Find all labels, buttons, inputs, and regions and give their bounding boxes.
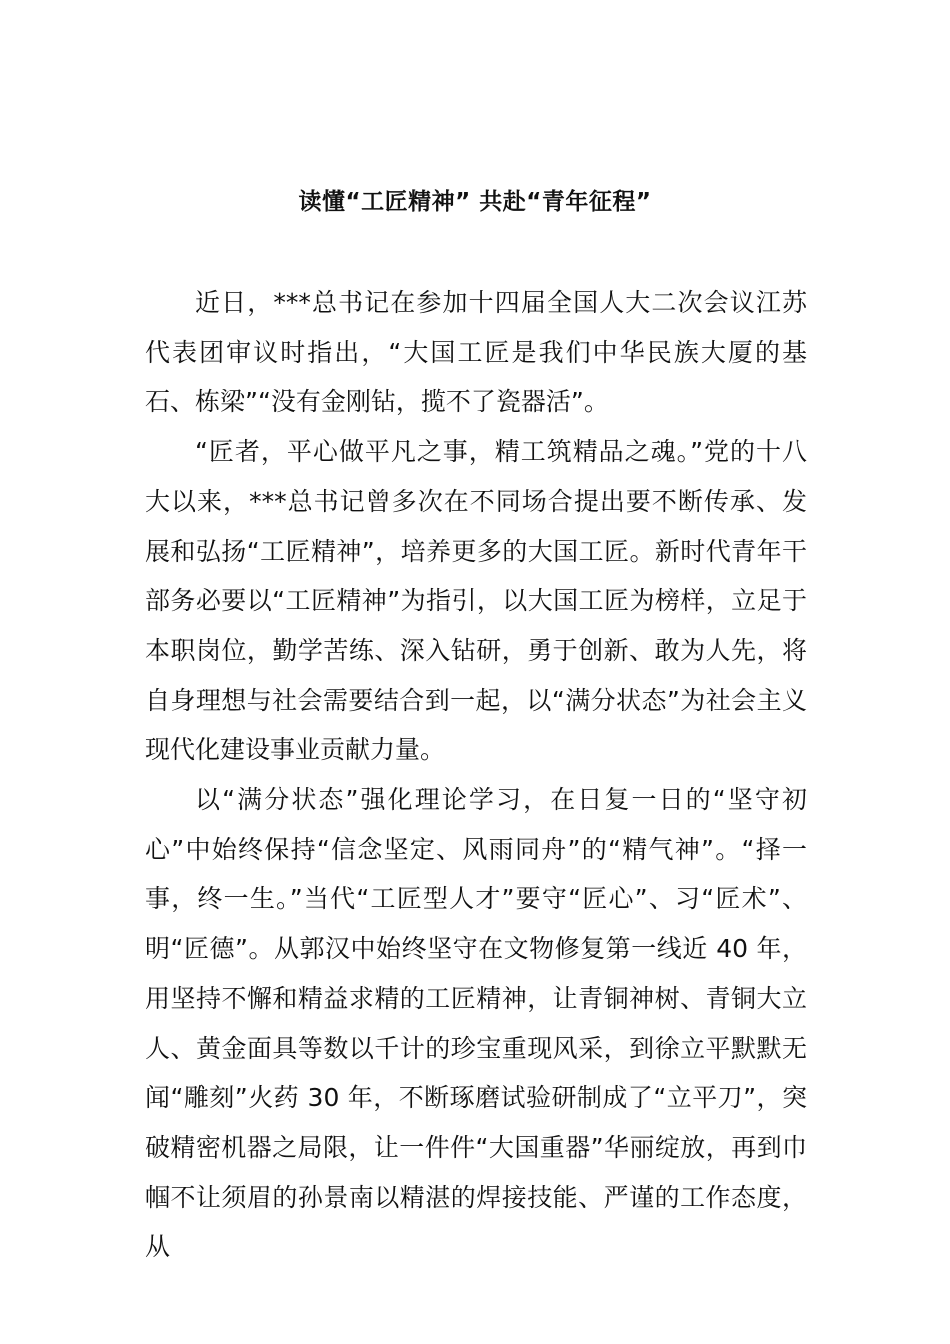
document-body bbox=[145, 278, 807, 1272]
paragraph-2: “匠者，平心做平凡之事，精工筑精品之魂。”党的十八大以来，***总书记曾多次在不同场合提出要不断传承、发展和弘扬“工匠精神”，培养更多的大国工匠。新时代青年干部务必要以“工匠精神”为指引，以大国工匠为榜样，立足于本职岗位，勤学苦练、深入钻研，勇于创新、敢为人先，将自身理想与社会需要结合到一起，以“满分状态”为社会主义现代化建设事业贡献力量。 bbox=[145, 437, 807, 765]
document-title: 读懂“工匠精神” 共赴“青年征程” bbox=[298, 189, 652, 215]
paragraph-3: 以“满分状态”强化理论学习，在日复一日的“坚守初心”中始终保持“信念坚定、风雨同舟”的“精气神”。“择一事，终一生。”当代“工匠型人才”要守“匠心”、习“匠术”、明“匠德”。从郭汉中始终坚守在文物修复第一线近 40 年，用坚持不懈和精益求精的工匠精神，让青铜神树、青铜大立人、黄金面具等数以千计的珍宝重现风采，到徐立平默默无闻“雕刻”火药 30 年，不断琢磨试验研制成了“立平刀”，突破精密机器之局限，让一件件“大国重器”华丽绽放，再到巾帼不让须眉的孙景南以精湛的焊接技能、严谨的工作态度，从 bbox=[145, 785, 807, 1262]
paragraph-1: 近日，***总书记在参加十四届全国人大二次会议江苏代表团审议时指出，“大国工匠是我们中华民族大厦的基石、栋梁”“没有金刚钻，揽不了瓷器活”。 bbox=[145, 288, 807, 417]
